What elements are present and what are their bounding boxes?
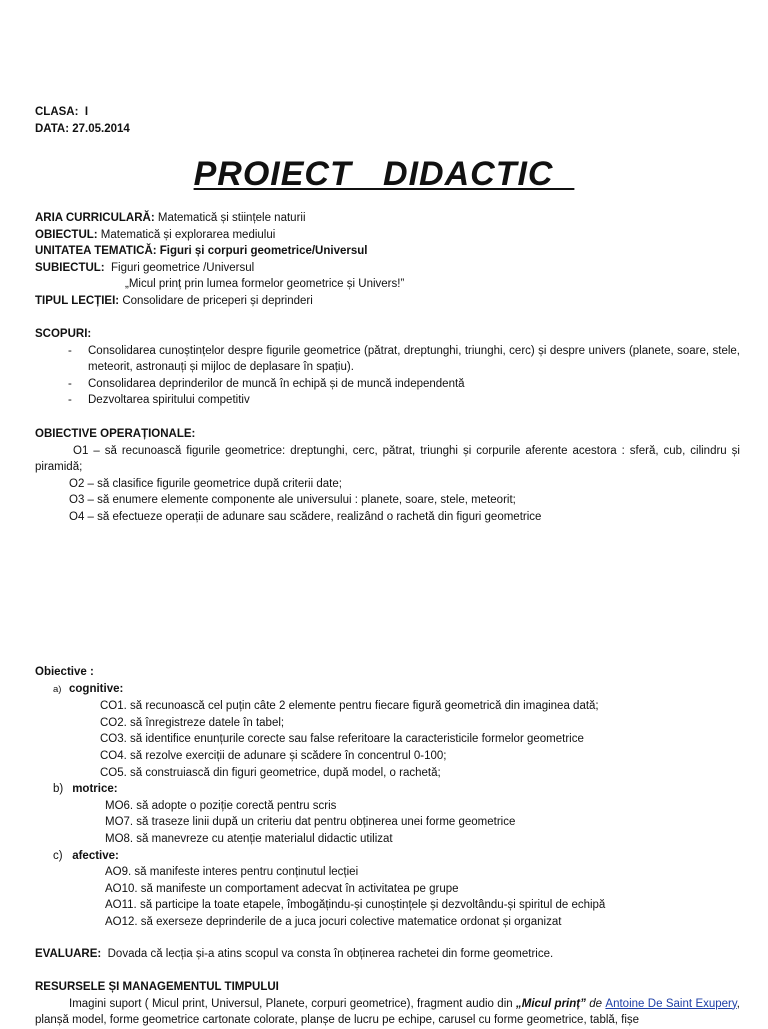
obiectul-line: OBIECTUL: Matematică și explorarea mediului [35, 228, 276, 241]
book-quote: „Micul prinț” [516, 997, 586, 1010]
cognitive-item: CO1. să recunoască cel puțin câte 2 elemente pentru fiecare figură geometrică din imaginea dată; [100, 700, 599, 713]
data-line: DATA: 27.05.2014 [35, 122, 130, 135]
tipul-line: TIPUL LECȚIEI: Consolidare de priceperi și deprinderi [35, 294, 313, 307]
resurse-text: Imagini suport ( Micul print, Universul, Planete, corpuri geometrice), fragment audio din „Micul prinț” de Antoine De Saint Exupery, planșă model, forme geometrice cartonate colorate, planșe de lucru pe echipe, carusel cu forme geometrice, tablă, fișe [35, 997, 740, 1027]
scop-item: - Consolidarea cunoștințelor despre figurile geometrice (pătrat, dreptunghi, triunghi, cerc) și despre univers (planete, soare, stele, meteorit, astronauți și mijloc de deplasare în spațiu). [68, 344, 740, 374]
resurse-heading: RESURSELE ȘI MANAGEMENTUL TIMPULUI [35, 981, 279, 993]
cognitive-item: CO4. să rezolve exerciții de adunare și scădere în concentrul 0-100; [100, 749, 447, 762]
author-link[interactable]: Antoine De Saint Exupery [605, 997, 737, 1010]
resurse-section [35, 979, 740, 1029]
obiective-operationale-section [35, 426, 740, 526]
clasa-value: I [84, 106, 89, 118]
motrice-heading: b) motrice: [53, 783, 118, 796]
motrice-item: MO7. să traseze linii după un criteriu dat pentru obținerea unei forme geometrice [105, 816, 516, 829]
objective-o3: O3 – să enumere elemente componente ale universului : planete, soare, stele, meteorit; [69, 494, 516, 507]
obiective-section [35, 664, 740, 931]
afective-item: AO12. să exerseze deprinderile de a juca jocuri colective matematice ordonat și organizat [105, 915, 562, 928]
objective-o2: O2 – să clasifice figurile geometrice după criterii date; [69, 477, 342, 490]
unitatea-line: UNITATEA TEMATICĂ: Figuri și corpuri geometrice/Universul [35, 245, 368, 258]
aria-line: ARIA CURRICULARĂ: Matematică și stiințele naturii [35, 212, 306, 224]
obiective-operationale-heading: OBIECTIVE OPERAȚIONALE: [35, 428, 196, 440]
scop-item: - Dezvoltarea spiritului competitiv [35, 392, 740, 409]
cognitive-item: CO3. să identifice enunțurile corecte sau false referitoare la caracteristicile formelor geometrice [100, 733, 584, 746]
dash-bullet: - [68, 377, 72, 390]
obiective-heading: Obiective : [35, 666, 94, 678]
objective-o1: O1 – să recunoască figurile geometrice: dreptunghi, cerc, pătrat, triunghi și corpurile aferente acestora : sferă, cub, cilindru și piramidă; [35, 444, 740, 474]
page-title: PROIECT DIDACTIC [193, 155, 575, 193]
cognitive-heading: a) cognitive: [53, 682, 124, 695]
lesson-info [35, 210, 740, 310]
clasa-line: CLASA: I [35, 106, 89, 118]
cognitive-item: CO5. să construiască din figuri geometrice, după model, o rachetă; [100, 766, 441, 779]
cognitive-item: CO2. să înregistreze datele în tabel; [100, 716, 285, 729]
class-info [35, 104, 740, 137]
afective-item: AO9. să manifeste interes pentru conținutul lecției [105, 866, 359, 879]
motrice-item: MO6. să adopte o poziție corectă pentru scris [105, 799, 337, 812]
motrice-item: MO8. să manevreze cu atenție materialul didactic utilizat [105, 832, 393, 845]
subiectul-quote: „Micul prinț prin lumea formelor geometrice și Univers!” [125, 278, 405, 291]
dash-bullet: - [68, 394, 72, 407]
data-value: 27.05.2014 [72, 122, 130, 135]
scopuri-section [35, 326, 740, 409]
scopuri-heading: SCOPURI: [35, 328, 92, 340]
dash-bullet: - [68, 344, 72, 357]
subiectul-line: SUBIECTUL: Figuri geometrice /Universul [35, 261, 255, 274]
afective-item: AO11. să participe la toate etapele, îmbogățindu-și cunoștințele și dezvoltându-și spiritul de echipă [105, 899, 606, 912]
scop-item: - Consolidarea deprinderilor de muncă în echipă și de muncă independentă [35, 376, 740, 393]
afective-heading: c) afective: [53, 849, 119, 862]
objective-o4: O4 – să efectueze operații de adunare sau scădere, realizând o rachetă din figuri geometrice [69, 510, 542, 523]
afective-item: AO10. să manifeste un comportament adecvat în activitatea pe grupe [105, 882, 459, 895]
evaluare-line: EVALUARE: Dovada că lecția și-a atins scopul va consta în obținerea rachetei din forme geometrice. [35, 948, 554, 960]
